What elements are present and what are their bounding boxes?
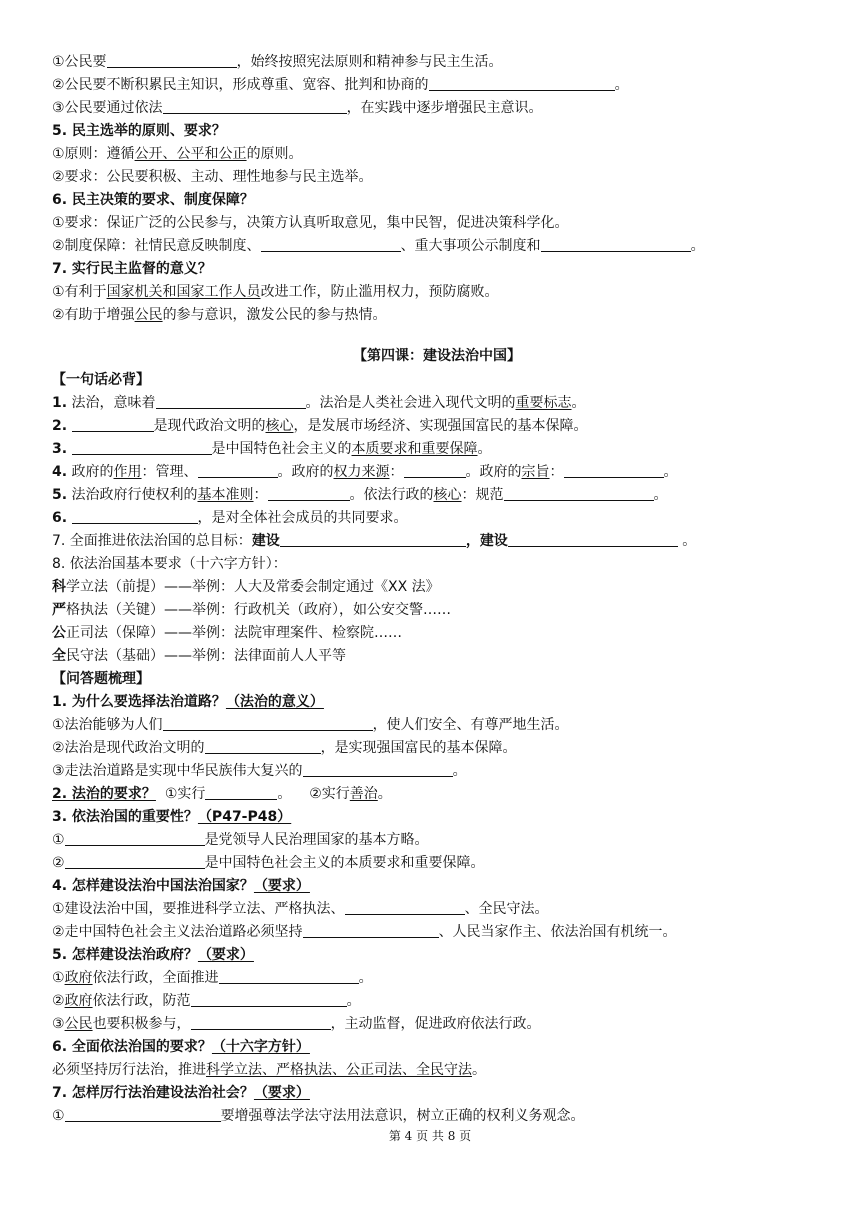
text-line: 1. 法治，意味着 。法治是人类社会进入现代文明的重要标志。 (52, 395, 586, 411)
text-line: ①建设法治中国，要推进科学立法、严格执法、 、全民守法。 (52, 901, 549, 917)
text-line: ①政府依法行政，全面推进 。 (52, 970, 373, 986)
fill-blank (72, 509, 198, 524)
text-line: ①有利于国家机关和国家工作人员改进工作，防止滥用权力，预防腐败。 (52, 284, 499, 300)
text-line: ③公民要通过依法 ，在实践中逐步增强民主意识。 (52, 100, 543, 116)
text-line: ②政府依法行政，防范 。 (52, 993, 361, 1009)
question-heading: 6. 全面依法治国的要求？（十六字方针） (52, 1039, 310, 1055)
fill-blank (163, 99, 347, 114)
fill-blank (261, 237, 401, 252)
text-line: 必须坚持厉行法治，推进科学立法、严格执法、公正司法、全民守法。 (52, 1062, 486, 1078)
fill-blank (205, 739, 321, 754)
fill-blank (508, 532, 678, 547)
fill-blank (156, 394, 306, 409)
lesson-title: 【第四课：建设法治中国】 (353, 348, 521, 364)
text-line: 5. 法治政府行使权利的基本准则： 。依法行政的核心：规范 。 (52, 487, 668, 503)
fill-blank (65, 1107, 221, 1122)
principle-line: 公正司法（保障）——举例：法院审理案件、检察院…… (52, 625, 402, 641)
fill-blank (404, 463, 466, 478)
fill-blank (541, 237, 691, 252)
text-line: ①要求：保证广泛的公民参与，决策方认真听取意见，集中民智，促进决策科学化。 (52, 215, 569, 231)
text-line: ②公民要不断积累民主知识，形成尊重、宽容、批判和协商的 。 (52, 77, 629, 93)
text-line: ②法治是现代政治文明的 ，是实现强国富民的基本保障。 (52, 740, 517, 756)
text-line: ①法治能够为人们 ，使人们安全、有尊严地生活。 (52, 717, 569, 733)
section-heading: 【问答题梳理】 (52, 671, 150, 687)
fill-blank (65, 854, 205, 869)
question-heading: 7. 实行民主监督的意义？ (52, 261, 212, 277)
text-line: ②走中国特色社会主义法治道路必须坚持 、人民当家作主、依法治国有机统一。 (52, 924, 677, 940)
fill-blank (163, 716, 373, 731)
text-line: 3. 是中国特色社会主义的本质要求和重要保障。 (52, 441, 492, 457)
principle-line: 全民守法（基础）——举例：法律面前人人平等 (52, 648, 346, 664)
text-line: ① 要增强尊法学法守法用法意识，树立正确的权利义务观念。 (52, 1108, 585, 1124)
text-line: ②制度保障：社情民意反映制度、 、重大事项公示制度和 。 (52, 238, 705, 254)
fill-blank (72, 417, 154, 432)
text-line: ③走法治道路是实现中华民族伟大复兴的 。 (52, 763, 467, 779)
text-line: ①公民要 ，始终按照宪法原则和精神参与民主生活。 (52, 54, 503, 70)
text-line: ②要求：公民要积极、主动、理性地参与民主选举。 (52, 169, 373, 185)
page-footer: 第 4 页 共 8 页 (388, 1129, 472, 1143)
question-heading: 5. 民主选举的原则、要求？ (52, 123, 226, 139)
fill-blank (303, 923, 439, 938)
fill-blank (268, 486, 350, 501)
fill-blank (191, 1015, 331, 1030)
fill-blank (65, 831, 205, 846)
text-line: ①原则：遵循公开、公平和公正的原则。 (52, 146, 303, 162)
question-heading: 5. 怎样建设法治政府？（要求） (52, 947, 254, 963)
text-line: 6. ，是对全体社会成员的共同要求。 (52, 510, 408, 526)
fill-blank (280, 532, 466, 547)
fill-blank (205, 785, 277, 800)
text-line: 2. 法治的要求？ ①实行 。 ②实行善治。 (52, 786, 392, 802)
fill-blank (72, 440, 212, 455)
fill-blank (504, 486, 654, 501)
fill-blank (303, 762, 453, 777)
fill-blank (429, 76, 615, 91)
fill-blank (345, 900, 465, 915)
question-heading: 6. 民主决策的要求、制度保障？ (52, 192, 254, 208)
question-heading: 4. 怎样建设法治中国法治国家？（要求） (52, 878, 310, 894)
section-heading: 【一句话必背】 (52, 372, 150, 388)
text-line: 4. 政府的作用：管理、 。政府的权力来源： 。政府的宗旨： 。 (52, 464, 678, 480)
question-heading: 1. 为什么要选择法治道路？（法治的意义） (52, 694, 324, 710)
principle-line: 严格执法（关键）——举例：行政机关（政府），如公安交警…… (52, 602, 451, 618)
fill-blank (191, 992, 347, 1007)
fill-blank (564, 463, 664, 478)
question-heading: 7. 怎样厉行法治建设法治社会？（要求） (52, 1085, 310, 1101)
text-line: ① 是党领导人民治理国家的基本方略。 (52, 832, 429, 848)
text-line: 7. 全面推进依法治国的总目标：建设 ，建设 。 (52, 533, 697, 549)
text-line: ②有助于增强公民的参与意识，激发公民的参与热情。 (52, 307, 387, 323)
fill-blank (198, 463, 278, 478)
text-line: ③公民也要积极参与， ，主动监督，促进政府依法行政。 (52, 1016, 541, 1032)
principle-line: 科学立法（前提）——举例：人大及常委会制定通过《XX 法》 (52, 579, 440, 595)
fill-blank (219, 969, 359, 984)
text-line: 8. 依法治国基本要求（十六字方针）： (52, 556, 287, 572)
text-line: ② 是中国特色社会主义的本质要求和重要保障。 (52, 855, 485, 871)
text-line: 2. 是现代政治文明的核心，是发展市场经济、实现强国富民的基本保障。 (52, 418, 588, 434)
fill-blank (107, 53, 237, 68)
question-heading: 3. 依法治国的重要性？（P47-P48） (52, 809, 292, 825)
